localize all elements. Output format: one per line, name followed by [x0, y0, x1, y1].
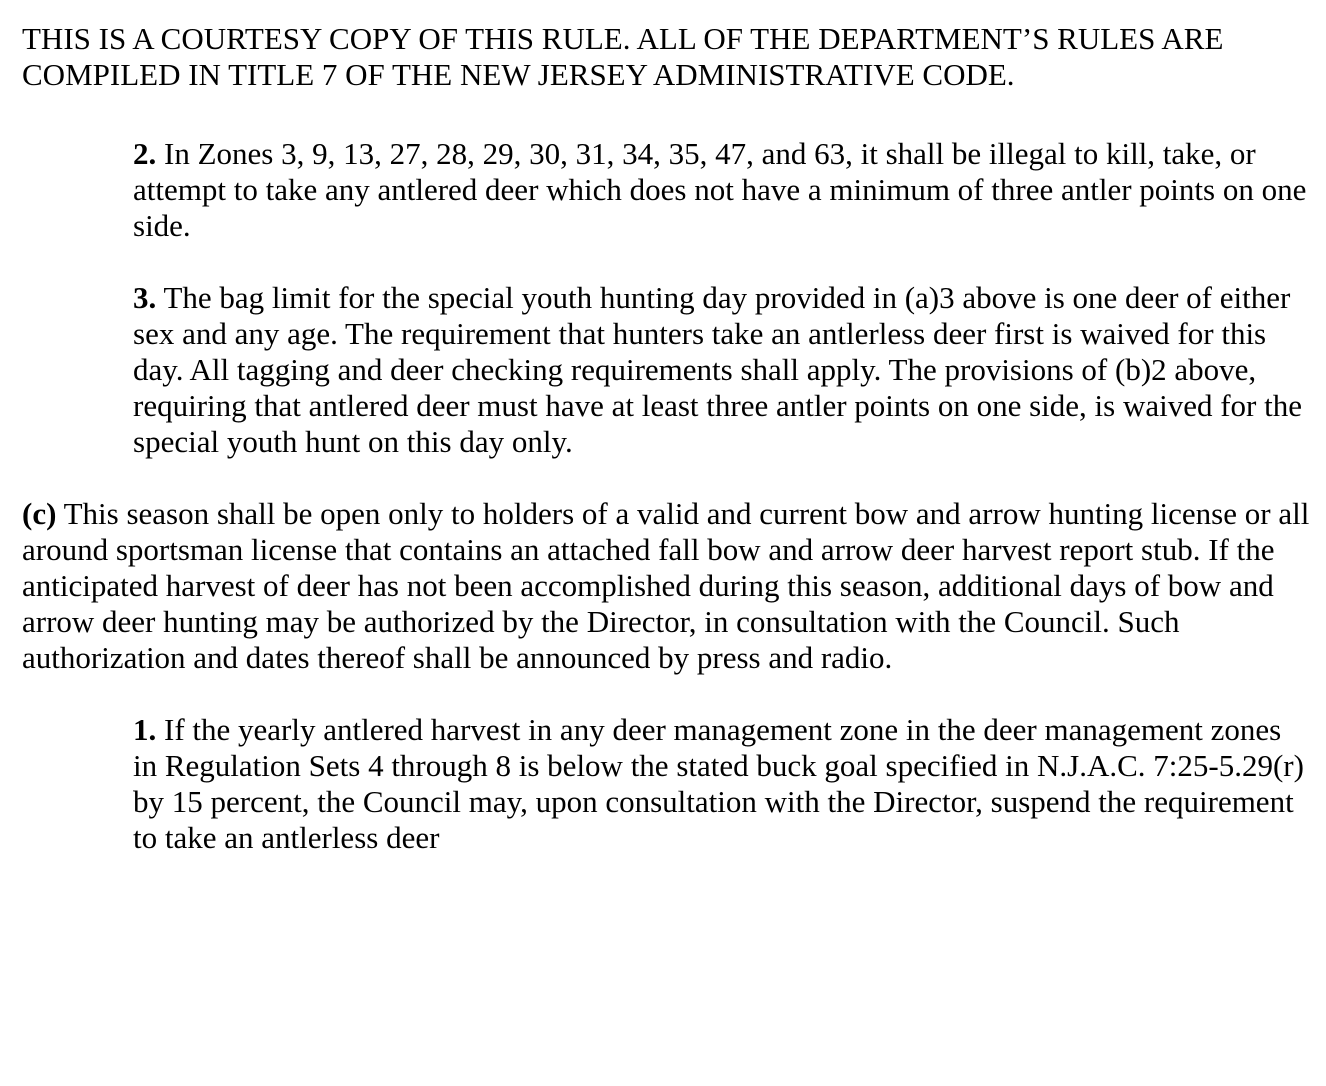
paragraph-b3 — [133, 280, 1313, 460]
paragraph-text: If the yearly antlered harvest in any deer management zone in the deer management zones in Regulation Sets 4 through 8 is below the stated buck goal specified in N.J.A.C. 7:25-5.29(r) by 15 percent, the Council may, upon consultation with the Director, suspend the requirement to take an antlerless deer — [133, 712, 1304, 855]
paragraph-number: 2. — [133, 136, 157, 171]
paragraph-text: In Zones 3, 9, 13, 27, 28, 29, 30, 31, 34, 35, 47, and 63, it shall be illegal to kill, take, or attempt to take any antlered deer which does not have a minimum of three antler points on one side. — [133, 136, 1307, 243]
paragraph-number: 1. — [133, 712, 157, 747]
paragraph-b2 — [133, 136, 1313, 244]
paragraph-number: (c) — [22, 496, 57, 531]
paragraph-number: 3. — [133, 280, 157, 315]
paragraph-c1 — [133, 712, 1313, 856]
paragraph-text: This season shall be open only to holders of a valid and current bow and arrow hunting license or all around sportsman license that contains an attached fall bow and arrow deer harvest report stub. If the anticipated harvest of deer has not been accomplished during this season, additional days of bow and arrow deer hunting may be authorized by the Director, in consultation with the Council. Such authorization and dates thereof shall be announced by press and radio. — [22, 496, 1310, 675]
document-page — [22, 21, 1318, 856]
paragraph-text: The bag limit for the special youth hunting day provided in (a)3 above is one deer of either sex and any age. The requirement that hunters take an antlerless deer first is waived for this day. All tagging and deer checking requirements shall apply. The provisions of (b)2 above, requiring that antlered deer must have at least three antler points on one side, is waived for the special youth hunt on this day only. — [133, 280, 1302, 459]
courtesy-copy-notice: THIS IS A COURTESY COPY OF THIS RULE. ALL OF THE DEPARTMENT’S RULES ARE COMPILED IN TITLE 7 OF THE NEW JERSEY ADMINISTRATIVE CODE. — [22, 21, 1224, 92]
paragraph-c — [22, 496, 1318, 676]
